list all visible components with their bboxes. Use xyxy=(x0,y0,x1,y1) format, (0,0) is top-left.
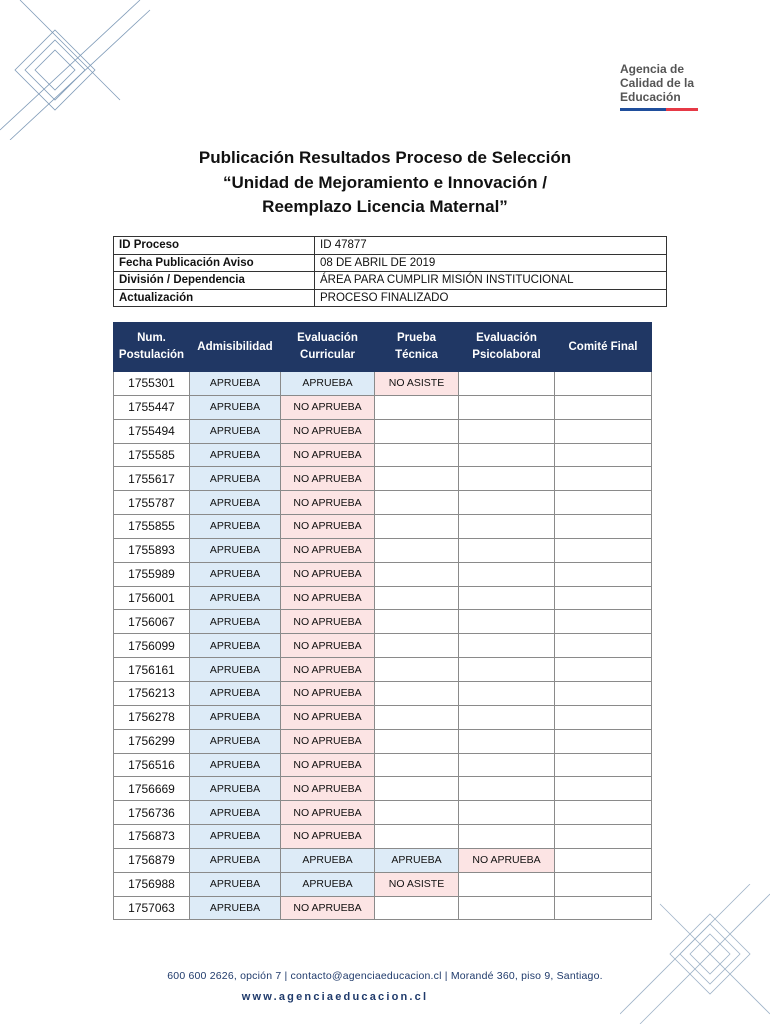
status-cell xyxy=(555,467,652,491)
footer-website: www.agenciaeducacion.cl xyxy=(241,991,429,1003)
table-row xyxy=(114,801,652,825)
application-number-cell: 1755447 xyxy=(114,395,190,419)
status-cell: NO APRUEBA xyxy=(281,801,375,825)
status-cell xyxy=(555,395,652,419)
status-cell xyxy=(459,658,555,682)
table-row xyxy=(114,658,652,682)
application-number-cell: 1756001 xyxy=(114,586,190,610)
table-row xyxy=(114,372,652,396)
status-cell xyxy=(555,610,652,634)
info-key: ID Proceso xyxy=(114,237,315,255)
status-cell xyxy=(375,586,459,610)
status-cell: APRUEBA xyxy=(190,825,281,849)
status-cell: NO APRUEBA xyxy=(281,658,375,682)
status-cell: APRUEBA xyxy=(190,801,281,825)
status-cell xyxy=(555,896,652,920)
info-value: ID 47877 xyxy=(315,237,667,255)
status-cell: APRUEBA xyxy=(190,467,281,491)
status-cell xyxy=(375,538,459,562)
status-cell: APRUEBA xyxy=(190,586,281,610)
page-title xyxy=(120,146,650,220)
status-cell xyxy=(555,372,652,396)
status-cell: NO APRUEBA xyxy=(281,419,375,443)
status-cell xyxy=(459,610,555,634)
status-cell: NO APRUEBA xyxy=(281,515,375,539)
column-header-line-2: Postulación xyxy=(118,349,185,361)
title-line-3: Reemplazo Licencia Maternal” xyxy=(262,197,508,216)
status-cell xyxy=(375,801,459,825)
table-row xyxy=(114,586,652,610)
application-number-cell: 1756161 xyxy=(114,658,190,682)
status-cell xyxy=(459,634,555,658)
table-row xyxy=(114,634,652,658)
application-number-cell: 1755855 xyxy=(114,515,190,539)
column-header-line-2: Psicolaboral xyxy=(472,349,541,361)
status-cell: APRUEBA xyxy=(190,634,281,658)
column-header-line-1: Num. xyxy=(137,332,166,344)
status-cell: APRUEBA xyxy=(375,848,459,872)
status-cell xyxy=(375,705,459,729)
column-header-line-1: Evaluación xyxy=(297,332,358,344)
decorative-lines-top-left-icon xyxy=(0,0,160,140)
status-cell xyxy=(555,729,652,753)
status-cell xyxy=(459,896,555,920)
status-cell: NO APRUEBA xyxy=(281,896,375,920)
status-cell: NO APRUEBA xyxy=(281,777,375,801)
table-row xyxy=(114,610,652,634)
info-row xyxy=(114,289,667,307)
logo-line-1: Agencia de xyxy=(620,62,685,76)
status-cell xyxy=(459,586,555,610)
status-cell: APRUEBA xyxy=(190,729,281,753)
status-cell: APRUEBA xyxy=(190,610,281,634)
status-cell: APRUEBA xyxy=(281,848,375,872)
status-cell xyxy=(459,372,555,396)
status-cell xyxy=(459,872,555,896)
status-cell xyxy=(375,634,459,658)
status-cell: NO APRUEBA xyxy=(281,562,375,586)
application-number-cell: 1756278 xyxy=(114,705,190,729)
status-cell: APRUEBA xyxy=(190,538,281,562)
status-cell xyxy=(459,419,555,443)
status-cell xyxy=(555,825,652,849)
application-number-cell: 1756067 xyxy=(114,610,190,634)
status-cell xyxy=(555,705,652,729)
status-cell xyxy=(459,705,555,729)
status-cell xyxy=(555,681,652,705)
title-line-2: “Unidad de Mejoramiento e Innovación / xyxy=(223,172,547,192)
status-cell: NO APRUEBA xyxy=(281,586,375,610)
info-key: División / Dependencia xyxy=(114,272,315,290)
application-number-cell: 1755989 xyxy=(114,562,190,586)
results-header-row xyxy=(114,323,652,372)
table-row xyxy=(114,515,652,539)
application-number-cell: 1756873 xyxy=(114,825,190,849)
status-cell xyxy=(459,562,555,586)
status-cell xyxy=(459,681,555,705)
status-cell: APRUEBA xyxy=(190,443,281,467)
status-cell xyxy=(555,491,652,515)
status-cell: APRUEBA xyxy=(190,681,281,705)
process-info-table xyxy=(113,236,667,307)
status-cell xyxy=(375,562,459,586)
status-cell: APRUEBA xyxy=(190,658,281,682)
status-cell xyxy=(375,515,459,539)
table-row xyxy=(114,872,652,896)
status-cell: APRUEBA xyxy=(190,491,281,515)
title-line-1: Publicación Resultados Proceso de Selección xyxy=(198,148,572,167)
status-cell xyxy=(375,777,459,801)
table-row xyxy=(114,896,652,920)
info-key: Actualización xyxy=(114,289,315,307)
column-header-line-1: Prueba xyxy=(397,332,436,344)
status-cell: APRUEBA xyxy=(190,848,281,872)
status-cell: NO APRUEBA xyxy=(281,753,375,777)
status-cell: NO ASISTE xyxy=(375,872,459,896)
status-cell xyxy=(459,491,555,515)
table-row xyxy=(114,562,652,586)
info-row xyxy=(114,254,667,272)
results-table xyxy=(113,322,652,920)
column-header xyxy=(281,323,375,372)
status-cell xyxy=(459,777,555,801)
status-cell: NO ASISTE xyxy=(375,372,459,396)
status-cell: APRUEBA xyxy=(190,515,281,539)
status-cell: NO APRUEBA xyxy=(281,467,375,491)
application-number-cell: 1756099 xyxy=(114,634,190,658)
application-number-cell: 1756516 xyxy=(114,753,190,777)
status-cell xyxy=(375,896,459,920)
status-cell: NO APRUEBA xyxy=(281,825,375,849)
status-cell: NO APRUEBA xyxy=(281,610,375,634)
application-number-cell: 1756669 xyxy=(114,777,190,801)
application-number-cell: 1756988 xyxy=(114,872,190,896)
status-cell xyxy=(459,395,555,419)
status-cell: NO APRUEBA xyxy=(281,705,375,729)
status-cell xyxy=(375,443,459,467)
status-cell xyxy=(555,538,652,562)
table-row xyxy=(114,538,652,562)
status-cell xyxy=(555,634,652,658)
application-number-cell: 1755494 xyxy=(114,419,190,443)
logo-line-3: Educación xyxy=(620,90,681,104)
status-cell xyxy=(375,467,459,491)
status-cell: APRUEBA xyxy=(190,896,281,920)
status-cell: NO APRUEBA xyxy=(281,634,375,658)
status-cell: APRUEBA xyxy=(190,562,281,586)
status-cell xyxy=(375,681,459,705)
status-cell xyxy=(555,753,652,777)
info-row xyxy=(114,272,667,290)
table-row xyxy=(114,705,652,729)
application-number-cell: 1756299 xyxy=(114,729,190,753)
status-cell: NO APRUEBA xyxy=(281,681,375,705)
status-cell xyxy=(459,825,555,849)
column-header-line-2: Técnica xyxy=(395,349,438,361)
status-cell xyxy=(375,825,459,849)
table-row xyxy=(114,467,652,491)
application-number-cell: 1756879 xyxy=(114,848,190,872)
status-cell xyxy=(459,538,555,562)
status-cell: APRUEBA xyxy=(281,372,375,396)
status-cell xyxy=(459,515,555,539)
logo-color-bar xyxy=(620,108,698,111)
column-header-line-1: Admisibilidad xyxy=(197,340,273,353)
application-number-cell: 1755893 xyxy=(114,538,190,562)
status-cell xyxy=(459,753,555,777)
column-header xyxy=(114,323,190,372)
footer-contact: 600 600 2626, opción 7 | contacto@agenciaeducacion.cl | Morandé 360, piso 9, Santiago. xyxy=(167,970,603,982)
status-cell xyxy=(555,419,652,443)
status-cell: APRUEBA xyxy=(190,753,281,777)
status-cell: NO APRUEBA xyxy=(281,491,375,515)
info-value: PROCESO FINALIZADO xyxy=(315,289,667,307)
application-number-cell: 1755585 xyxy=(114,443,190,467)
status-cell xyxy=(375,419,459,443)
table-row xyxy=(114,395,652,419)
status-cell: NO APRUEBA xyxy=(281,395,375,419)
info-key: Fecha Publicación Aviso xyxy=(114,254,315,272)
status-cell: APRUEBA xyxy=(190,395,281,419)
status-cell xyxy=(459,467,555,491)
status-cell: NO APRUEBA xyxy=(281,443,375,467)
info-value: 08 DE ABRIL DE 2019 xyxy=(315,254,667,272)
application-number-cell: 1755617 xyxy=(114,467,190,491)
status-cell xyxy=(555,777,652,801)
table-row xyxy=(114,729,652,753)
status-cell xyxy=(375,729,459,753)
status-cell xyxy=(555,562,652,586)
info-value: ÁREA PARA CUMPLIR MISIÓN INSTITUCIONAL xyxy=(315,272,667,290)
status-cell xyxy=(555,848,652,872)
status-cell xyxy=(555,586,652,610)
status-cell xyxy=(375,658,459,682)
application-number-cell: 1755301 xyxy=(114,372,190,396)
status-cell xyxy=(375,610,459,634)
status-cell xyxy=(375,491,459,515)
table-row xyxy=(114,753,652,777)
table-row xyxy=(114,419,652,443)
status-cell xyxy=(555,515,652,539)
column-header-line-2: Curricular xyxy=(300,349,355,361)
status-cell: APRUEBA xyxy=(190,777,281,801)
column-header xyxy=(375,323,459,372)
column-header xyxy=(555,323,652,372)
table-row xyxy=(114,825,652,849)
application-number-cell: 1757063 xyxy=(114,896,190,920)
application-number-cell: 1755787 xyxy=(114,491,190,515)
results-body xyxy=(114,372,652,920)
status-cell xyxy=(555,872,652,896)
table-row xyxy=(114,443,652,467)
status-cell: APRUEBA xyxy=(190,372,281,396)
agency-logo xyxy=(620,62,700,111)
status-cell xyxy=(555,658,652,682)
status-cell xyxy=(459,443,555,467)
status-cell xyxy=(555,443,652,467)
table-row xyxy=(114,491,652,515)
column-header-line-1: Evaluación xyxy=(476,332,537,344)
table-row xyxy=(114,848,652,872)
status-cell: NO APRUEBA xyxy=(281,729,375,753)
table-row xyxy=(114,777,652,801)
column-header xyxy=(459,323,555,372)
status-cell xyxy=(555,801,652,825)
column-header-line-1: Comité Final xyxy=(568,340,638,353)
status-cell: NO APRUEBA xyxy=(281,538,375,562)
status-cell: APRUEBA xyxy=(190,419,281,443)
application-number-cell: 1756213 xyxy=(114,681,190,705)
info-row xyxy=(114,237,667,255)
status-cell: APRUEBA xyxy=(190,872,281,896)
status-cell: NO APRUEBA xyxy=(459,848,555,872)
application-number-cell: 1756736 xyxy=(114,801,190,825)
status-cell xyxy=(459,801,555,825)
table-row xyxy=(114,681,652,705)
status-cell: APRUEBA xyxy=(281,872,375,896)
status-cell xyxy=(375,753,459,777)
status-cell: APRUEBA xyxy=(190,705,281,729)
column-header xyxy=(190,323,281,372)
status-cell xyxy=(375,395,459,419)
logo-line-2: Calidad de la xyxy=(620,76,695,90)
status-cell xyxy=(459,729,555,753)
